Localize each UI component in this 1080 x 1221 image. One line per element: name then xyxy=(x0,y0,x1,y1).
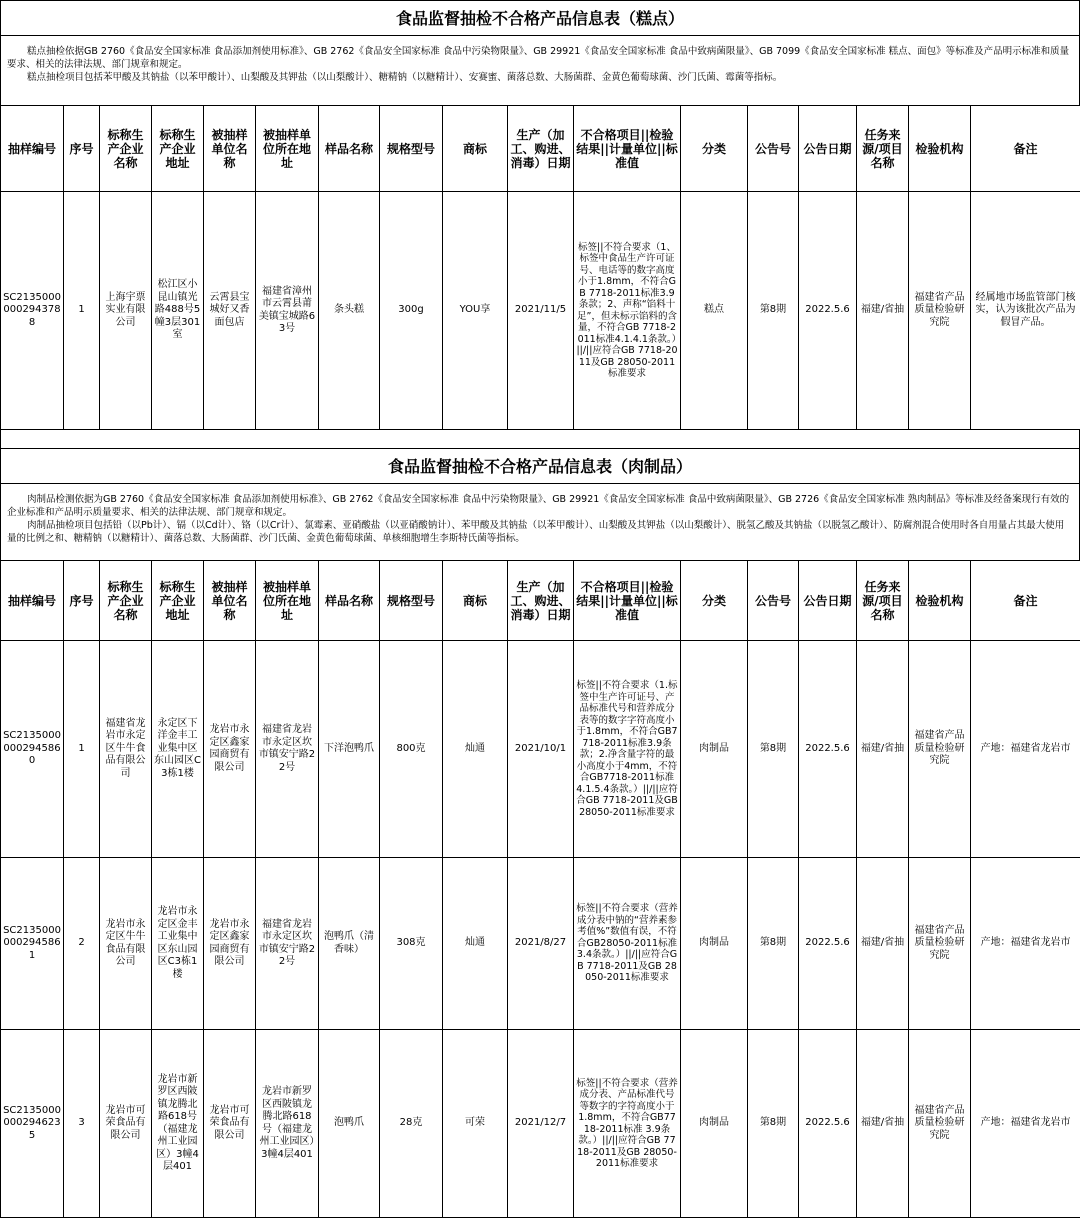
task-source: 福建/省抽 xyxy=(857,192,909,430)
header-cell: 不合格项目||检验结果||计量单位||标准值 xyxy=(574,106,681,192)
inspection-agency: 福建省产品质量检验研究院 xyxy=(909,1030,971,1218)
header-cell: 备注 xyxy=(971,106,1080,192)
specification: 308克 xyxy=(380,858,443,1030)
header-cell: 检验机构 xyxy=(909,561,971,641)
header-cell: 生产（加工、购进、消毒）日期 xyxy=(508,561,574,641)
header-cell: 被抽样单位名称 xyxy=(204,561,256,641)
announcement-date: 2022.5.6 xyxy=(799,858,857,1030)
header-cell: 商标 xyxy=(443,106,508,192)
category: 糕点 xyxy=(681,192,748,430)
trademark: 灿通 xyxy=(443,858,508,1030)
announcement-date: 2022.5.6 xyxy=(799,641,857,858)
specification: 28克 xyxy=(380,1030,443,1218)
section2-header-row xyxy=(1,561,1080,641)
announcement-number: 第8期 xyxy=(748,192,799,430)
trademark: YOU享 xyxy=(443,192,508,430)
specification: 800克 xyxy=(380,641,443,858)
header-cell: 序号 xyxy=(64,106,100,192)
section2-intro xyxy=(0,483,1080,560)
production-date: 2021/10/1 xyxy=(508,641,574,858)
header-cell: 任务来源/项目名称 xyxy=(857,106,909,192)
header-cell: 分类 xyxy=(681,106,748,192)
announcement-date: 2022.5.6 xyxy=(799,1030,857,1218)
header-cell: 公告日期 xyxy=(799,106,857,192)
category: 肉制品 xyxy=(681,858,748,1030)
production-date: 2021/12/7 xyxy=(508,1030,574,1218)
nonconforming-item: 标签||不符合要求（营养成分表、产品标准代号等数字的字符高度小于1.8mm，不符合GB7718-2011标准 3.9条款。）||/||应符合GB 7718-2011及GB 28050-2011标准要求 xyxy=(574,1030,681,1218)
production-date: 2021/11/5 xyxy=(508,192,574,430)
header-cell: 被抽样单位所在地址 xyxy=(256,561,319,641)
sample-name: 泡鸭爪（清香味） xyxy=(319,858,380,1030)
header-cell: 公告日期 xyxy=(799,561,857,641)
announcement-number: 第8期 xyxy=(748,641,799,858)
remarks: 产地：福建省龙岩市 xyxy=(971,858,1080,1030)
sampled-unit-address: 福建省龙岩市永定区坎市镇安宁路22号 xyxy=(256,641,319,858)
section1-intro-basis: 糕点抽检依据GB 2760《食品安全国家标准 食品添加剂使用标准》、GB 2762《食品安全国家标准 食品中污染物限量》、GB 29921《食品安全国家标准 食品中致病菌限量》、GB 7099《食品安全国家标准 糕点、面包》等标准及产品明示标准和质量要求、相关的法律法规、部门规章和规定。 xyxy=(7,46,1070,70)
category: 肉制品 xyxy=(681,641,748,858)
header-cell: 任务来源/项目名称 xyxy=(857,561,909,641)
header-cell: 抽样编号 xyxy=(1,106,64,192)
row-number: 1 xyxy=(64,641,100,858)
sample-id: SC21350000002946235 xyxy=(1,1030,64,1218)
manufacturer-name: 龙岩市永定区牛牛食品有限公司 xyxy=(100,858,152,1030)
table-row xyxy=(1,1030,1080,1218)
production-date: 2021/8/27 xyxy=(508,858,574,1030)
manufacturer-address: 松江区小昆山镇光路488号5幢3层301室 xyxy=(152,192,204,430)
row-number: 1 xyxy=(64,192,100,430)
row-number: 3 xyxy=(64,1030,100,1218)
sample-name: 泡鸭爪 xyxy=(319,1030,380,1218)
manufacturer-address: 龙岩市永定区金丰工业集中区东山园区C3栋1楼 xyxy=(152,858,204,1030)
section2-table xyxy=(0,560,1080,1218)
section1-intro-items: 糕点抽检项目包括苯甲酸及其钠盐（以苯甲酸计）、山梨酸及其钾盐（以山梨酸计）、糖精钠（以糖精计）、安赛蜜、菌落总数、大肠菌群、金黄色葡萄球菌、沙门氏菌、霉菌等指标。 xyxy=(27,72,783,83)
header-cell: 被抽样单位所在地址 xyxy=(256,106,319,192)
nonconforming-item: 标签||不符合要求（1、标签中食品生产许可证号、电话等的数字高度小于1.8mm，不符合GB 7718-2011标准3.9条款；2、声称“馅料十足”，但未标示馅料的含量，不符合GB 7718-2011标准4.1.4.1条款。）||/||应符合GB 7718-2011及GB 28050-2011标准要求 xyxy=(574,192,681,430)
header-cell: 样品名称 xyxy=(319,106,380,192)
section1-header-row xyxy=(1,106,1080,192)
table-row xyxy=(1,858,1080,1030)
header-cell: 标称生产企业名称 xyxy=(100,106,152,192)
section2-intro-basis: 肉制品检测依据为GB 2760《食品安全国家标准 食品添加剂使用标准》、GB 2762《食品安全国家标准 食品中污染物限量》、GB 29921《食品安全国家标准 食品中致病菌限量》、GB 2726《食品安全国家标准 熟肉制品》等标准及经备案现行有效的企业标准和产品明示质量要求、相关的法律法规、部门规章和规定。 xyxy=(7,494,1070,518)
inspection-agency: 福建省产品质量检验研究院 xyxy=(909,641,971,858)
header-cell: 标称生产企业地址 xyxy=(152,106,204,192)
header-cell: 样品名称 xyxy=(319,561,380,641)
section1-intro xyxy=(0,35,1080,105)
inspection-agency: 福建省产品质量检验研究院 xyxy=(909,192,971,430)
sampled-unit-address: 福建省龙岩市永定区坎市镇安宁路22号 xyxy=(256,858,319,1030)
section1-title: 食品监督抽检不合格产品信息表（糕点） xyxy=(0,0,1080,35)
manufacturer-name: 福建省龙岩市永定区牛牛食品有限公司 xyxy=(100,641,152,858)
header-cell: 公告号 xyxy=(748,106,799,192)
table-row xyxy=(1,192,1080,430)
sampled-unit-name: 龙岩市永定区鑫家园商贸有限公司 xyxy=(204,858,256,1030)
sample-id: SC21350000002945860 xyxy=(1,641,64,858)
category: 肉制品 xyxy=(681,1030,748,1218)
header-cell: 生产（加工、购进、消毒）日期 xyxy=(508,106,574,192)
sampled-unit-address: 福建省漳州市云霄县莆美镇宝城路63号 xyxy=(256,192,319,430)
header-cell: 分类 xyxy=(681,561,748,641)
manufacturer-name: 上海宇票实业有限公司 xyxy=(100,192,152,430)
specification: 300g xyxy=(380,192,443,430)
trademark: 灿通 xyxy=(443,641,508,858)
announcement-number: 第8期 xyxy=(748,1030,799,1218)
section-spacer xyxy=(0,430,1080,448)
task-source: 福建/省抽 xyxy=(857,1030,909,1218)
remarks: 产地：福建省龙岩市 xyxy=(971,641,1080,858)
manufacturer-address: 龙岩市新罗区西陂镇龙腾北路618号（福建龙州工业园区）3幢4层401 xyxy=(152,1030,204,1218)
inspection-agency: 福建省产品质量检验研究院 xyxy=(909,858,971,1030)
trademark: 可荣 xyxy=(443,1030,508,1218)
manufacturer-name: 龙岩市可荣食品有限公司 xyxy=(100,1030,152,1218)
header-cell: 抽样编号 xyxy=(1,561,64,641)
header-cell: 标称生产企业名称 xyxy=(100,561,152,641)
row-number: 2 xyxy=(64,858,100,1030)
task-source: 福建/省抽 xyxy=(857,641,909,858)
remarks: 产地：福建省龙岩市 xyxy=(971,1030,1080,1218)
section2-title: 食品监督抽检不合格产品信息表（肉制品） xyxy=(0,448,1080,483)
section1-table xyxy=(0,105,1080,430)
remarks: 经属地市场监管部门核实，认为该批次产品为假冒产品。 xyxy=(971,192,1080,430)
header-cell: 检验机构 xyxy=(909,106,971,192)
section2-intro-items: 肉制品抽检项目包括铅（以Pb计）、镉（以Cd计）、铬（以Cr计）、氯霉素、亚硝酸盐（以亚硝酸钠计）、苯甲酸及其钠盐（以苯甲酸计）、山梨酸及其钾盐（以山梨酸计）、脱氢乙酸及其钠盐（以脱氢乙酸计）、防腐剂混合使用时各自用量占其最大使用量的比例之和、糖精钠（以糖精计）、菌落总数、大肠菌群、沙门氏菌、金黄色葡萄球菌、单核细胞增生李斯特氏菌等指标。 xyxy=(7,520,1065,544)
sample-name: 下洋泡鸭爪 xyxy=(319,641,380,858)
announcement-date: 2022.5.6 xyxy=(799,192,857,430)
header-cell: 不合格项目||检验结果||计量单位||标准值 xyxy=(574,561,681,641)
header-cell: 序号 xyxy=(64,561,100,641)
sample-id: SC21350000002945861 xyxy=(1,858,64,1030)
announcement-number: 第8期 xyxy=(748,858,799,1030)
header-cell: 规格型号 xyxy=(380,561,443,641)
sample-name: 条头糕 xyxy=(319,192,380,430)
nonconforming-item: 标签||不符合要求（1.标签中生产许可证号、产品标准代号和营养成分表等的数字字符高度小于1.8mm，不符合GB7718-2011标准3.9条款；2.净含量字符的最小高度小于4mm，不符合GB7718-2011标准4.1.5.4条款。）||/||应符合GB 7718-2011及GB 28050-2011标准要求 xyxy=(574,641,681,858)
header-cell: 商标 xyxy=(443,561,508,641)
nonconforming-item: 标签||不符合要求（营养成分表中钠的“营养素参考值%”数值有误，不符合GB28050-2011标准3.4条款。）||/||应符合GB 7718-2011及GB 28050-2011标准要求 xyxy=(574,858,681,1030)
header-cell: 标称生产企业地址 xyxy=(152,561,204,641)
header-cell: 公告号 xyxy=(748,561,799,641)
table-row xyxy=(1,641,1080,858)
sampled-unit-name: 龙岩市可荣食品有限公司 xyxy=(204,1030,256,1218)
task-source: 福建/省抽 xyxy=(857,858,909,1030)
sampled-unit-name: 龙岩市永定区鑫家园商贸有限公司 xyxy=(204,641,256,858)
header-cell: 规格型号 xyxy=(380,106,443,192)
sampled-unit-name: 云霄县宝城好又香面包店 xyxy=(204,192,256,430)
manufacturer-address: 永定区下洋金丰工业集中区东山园区C3栋1楼 xyxy=(152,641,204,858)
header-cell: 备注 xyxy=(971,561,1080,641)
sample-id: SC21350000002943788 xyxy=(1,192,64,430)
header-cell: 被抽样单位名称 xyxy=(204,106,256,192)
sampled-unit-address: 龙岩市新罗区西陂镇龙腾北路618号（福建龙州工业园区）3幢4层401 xyxy=(256,1030,319,1218)
